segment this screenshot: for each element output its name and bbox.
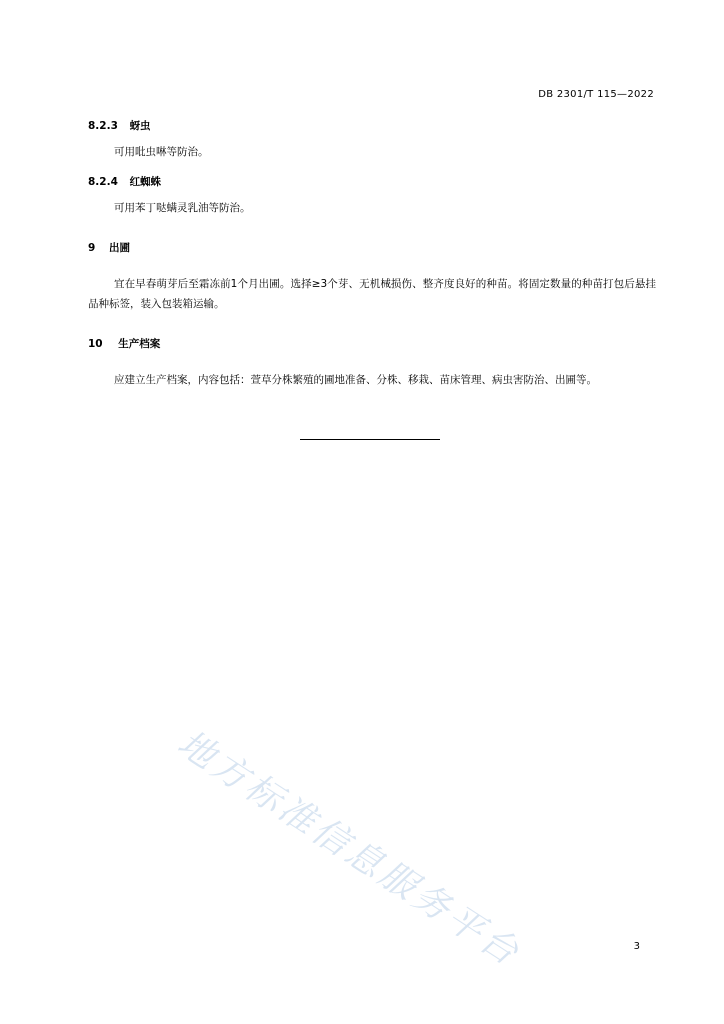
section-number: 9: [88, 242, 96, 254]
document-code: DB 2301/T 115—2022: [538, 89, 654, 100]
section-title: 出圃: [108, 242, 130, 254]
watermark-text: 地方标准信息服务平台: [170, 722, 529, 976]
section-number: 8.2.4: [88, 176, 118, 188]
section-heading-9: [88, 240, 130, 255]
section-title: 红蜘蛛: [129, 176, 162, 188]
section-heading-8-2-4: [88, 174, 161, 189]
section-body-8-2-4: 可用苯丁哒螨灵乳油等防治。: [114, 202, 251, 214]
section-title: 生产档案: [118, 338, 161, 350]
section-body-9: 宜在早春萌芽后至霜冻前1个月出圃。选择≥3个芽、无机械损伤、整齐度良好的种苗。将固定数量的种苗打包后悬挂品种标签，装入包装箱运输。: [88, 278, 656, 310]
section-number: 10: [88, 338, 103, 350]
end-of-document-rule: [300, 439, 440, 440]
section-number: 8.2.3: [88, 120, 118, 132]
section-heading-10: [88, 336, 160, 351]
section-body-10: 应建立生产档案，内容包括：萱草分株繁殖的圃地准备、分株、移栽、苗床管理、病虫害防治、出圃等。: [114, 374, 597, 386]
section-title: 蚜虫: [129, 120, 151, 132]
page-number: 3: [633, 941, 640, 952]
section-body-8-2-3: 可用吡虫啉等防治。: [114, 146, 209, 158]
section-heading-8-2-3: [88, 118, 151, 133]
